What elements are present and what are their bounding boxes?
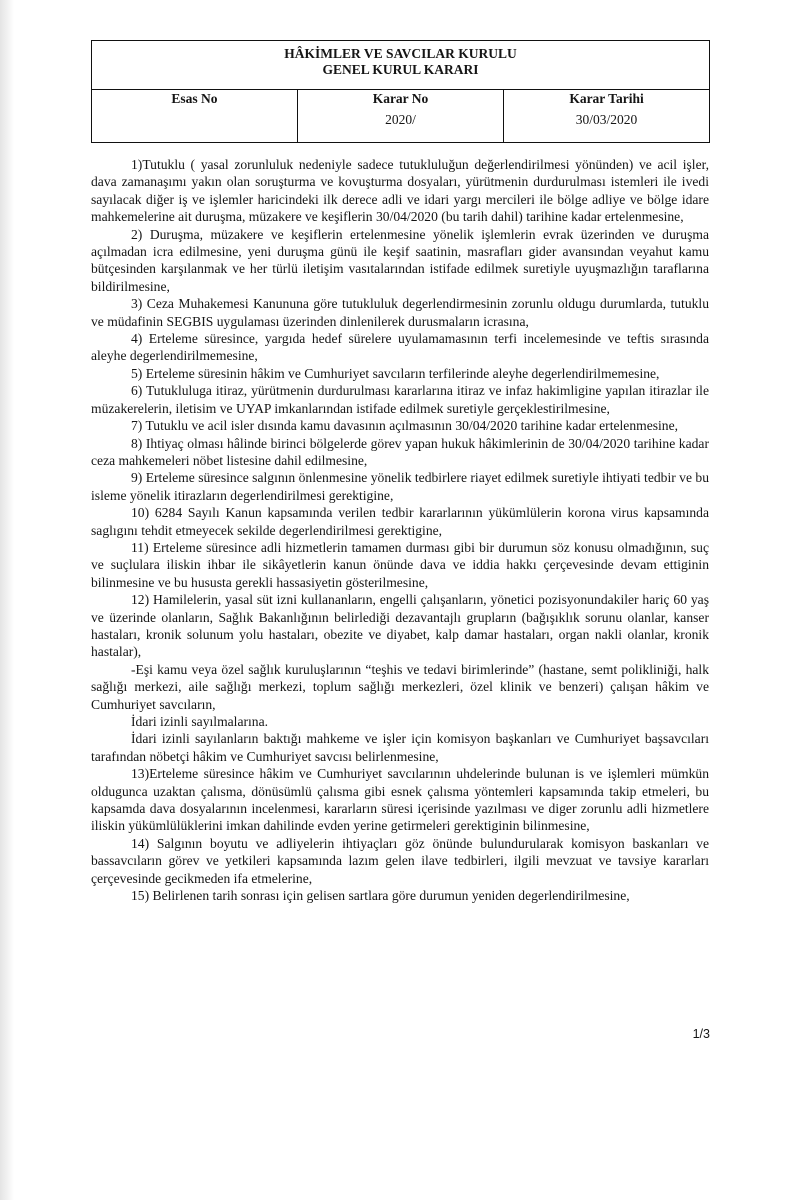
paragraph: 2) Duruşma, müzakere ve keşiflerin ertelenmesine yönelik işlemlerin evrak üzerinden ve duruşma açılmadan icra edilmesine, yeni duruşma günü ile keşif saatinin, masrafları gider avansından veyahut kamu bütçesinden karşılanmak ve her türlü iletişim vasıtalarından istifade edilmek suretiyle uyuşmazlığın taraflarına bildirilmesine, bbox=[91, 226, 709, 294]
header-title-line2: GENEL KURUL KARARI bbox=[322, 62, 479, 77]
paragraph: İdari izinli sayılmalarına. bbox=[131, 714, 269, 729]
decision-header-table bbox=[91, 40, 710, 143]
paragraph: 7) Tutuklu ve acil isler dısında kamu davasının açılmasının 30/04/2020 tarihine kadar ertelenmesine, bbox=[131, 418, 679, 434]
paragraph: 10) 6284 Sayılı Kanun kapsamında verilen tedbir kararlarının yükümlülerin korona virus kapsamında saglıgını tehdit etmeyecek sekilde degerlendirilmesi gerektigine, bbox=[91, 505, 709, 538]
paragraph: İdari izinli sayılanların baktığı mahkeme ve işler için komisyon başkanları ve Cumhuriyet başsavcıları tarafından nöbetçi hâkim ve Cumhuriyet savcısı belirlenmesine, bbox=[91, 731, 709, 764]
page-number: 1/3 bbox=[692, 1027, 710, 1041]
header-title-line1: HÂKİMLER VE SAVCILAR KURULU bbox=[284, 46, 517, 61]
karar-no-value: 2020/ bbox=[298, 107, 504, 143]
paragraph: 4) Erteleme süresince, yargıda hedef sürelere uyulamamasının terfi incelemesinde ve teftis sırasında aleyhe degerlendirilmemesine, bbox=[91, 331, 709, 364]
paragraph: 6) Tutukluluga itiraz, yürütmenin durdurulması kararlarına itiraz ve infaz hakimligine yapılan itirazlar ile müzakerelerin, iletisim ve UYAP imkanlarından istifade edilmek suretiyle gerçeklestirilmesine, bbox=[91, 383, 709, 416]
paragraph: 8) Ihtiyaç olması hâlinde birinci bölgelerde görev yapan hukuk hâkimlerinin de 30/04/2020 tarihine kadar ceza mahkemeleri nöbet listesine dahil edilmesine, bbox=[91, 435, 709, 468]
paragraph: 11) Erteleme süresince adli hizmetlerin tamamen durması gibi bir durumun söz konusu olmadığının, suç ve suçlulara iliskin ihbar ile sikâyetlerin kanun önünde dava ve iddia hakkı çerçevesinde devam ettiginin bilinmesine ve bu hususta gerekli hassasiyetin gösterilmesine, bbox=[91, 539, 709, 590]
decision-body bbox=[91, 156, 709, 904]
paragraph: -Eşi kamu veya özel sağlık kuruluşlarının “teşhis ve tedavi birimlerinde” (hastane, semt polikliniği, halk sağlığı merkezi, aile sağlığı merkezi, toplum sağlığı merkezleri, özel klinik ve benzeri) çalışan hâkim ve Cumhuriyet savcıların, bbox=[91, 661, 709, 712]
paragraph: 15) Belirlenen tarih sonrası için gelisen sartlara göre durumun yeniden degerlendirilmesine, bbox=[131, 888, 630, 904]
paragraph: 14) Salgının boyutu ve adliyelerin ihtiyaçları göz önünde bulundurularak komisyon baskanları ve bassavcıların görev ve yetkileri kapsamında lazım gelen ilave tedbirleri, ilgili mevzuat ve tavsiye kararları çerçevesinde gecikmeden ifa etmelerine, bbox=[91, 835, 709, 886]
karar-tarihi-label: Karar Tarihi bbox=[504, 90, 710, 108]
page-edge-shadow bbox=[0, 0, 14, 1200]
karar-no-label: Karar No bbox=[298, 90, 504, 108]
paragraph: 1)Tutuklu ( yasal zorunluluk nedeniyle sadece tutukluluğun değerlendirilmesi yönünden) ve acil işler, dava zamanaşımı yakın olan soruşturma ve kovuşturma dosyaları, yürütmenin durdurulması istemleri ile ivedi sayılacak diğer iş ve işlemler haricindeki ilk derece adli ve idari yargı mercileri ile bölge adliye ve bölge idare mahkemelerine ait duruşma, müzakere ve keşiflerin 30/04/2020 (bu tarih dahil) tarihine kadar ertelenmesine, bbox=[91, 157, 709, 225]
paragraph: 13)Erteleme süresince hâkim ve Cumhuriyet savcılarının uhdelerinde bulunan is ve işlemleri mümkün oldugunca uzaktan çalısma, dönüsümlü çalısma gibi esnek çalısma yöntemleri kapsamında takip etmeleri, bu kapsamda dava dosyalarının incelenmesi, kararların süresi içerisinde yazılması ve diger zorunlu adli hizmetlere iliskin yükümlülüklerini imkan dahilinde evden yerine getirmeleri gerektiginin bilinmesine, bbox=[91, 766, 709, 834]
paragraph: 5) Erteleme süresinin hâkim ve Cumhuriyet savcıların terfilerinde aleyhe degerlendirilmemesine, bbox=[131, 365, 660, 381]
esas-no-value bbox=[92, 107, 298, 143]
esas-no-label: Esas No bbox=[92, 90, 298, 108]
paragraph: 3) Ceza Muhakemesi Kanununa göre tutukluluk degerlendirmesinin zorunlu oldugu durumlarda, tutuklu ve müdafinin SEGBIS uygulaması üzerinden dinlenilerek durusmaların icrasına, bbox=[91, 296, 709, 329]
paragraph: 12) Hamilelerin, yasal süt izni kullananların, engelli çalışanların, yönetici pozisyonundakiler hariç 60 yaş ve üzerinde olanların, Sağlık Bakanlığının belirlediği dezavantajlı grupların (bağışıklık sorunu olanlar, kanser hastaları, kronik solunum yolu hastaları, obezite ve diyabet, kalp damar hastaları, organ nakli olanlar, kronik hastalar), bbox=[91, 592, 709, 660]
karar-tarihi-value: 30/03/2020 bbox=[504, 107, 710, 143]
header-title bbox=[92, 41, 710, 90]
paragraph: 9) Erteleme süresince salgının önlenmesine yönelik tedbirlere riayet edilmek suretiyle ihtiyati tedbir ve bu isleme yönelik itirazların degerlendirilmesi gerektigine, bbox=[91, 470, 709, 503]
